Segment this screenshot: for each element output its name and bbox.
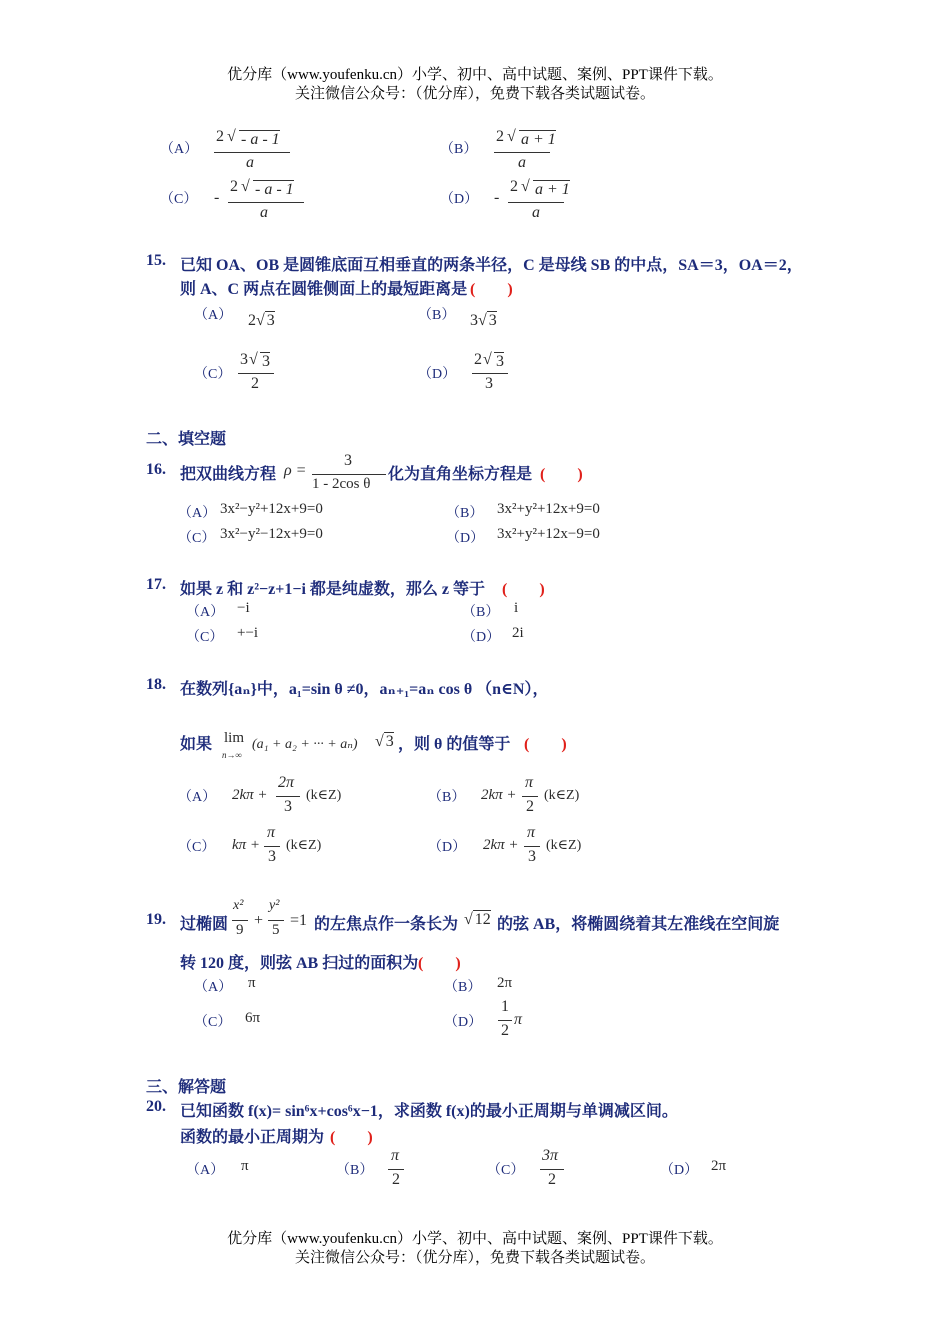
q18-line-1: 在数列{aₙ}中，a₁=sin θ ≠0，aₙ₊₁=aₙ cos θ （n∈N）， (180, 681, 549, 698)
q18-sqrt: √ 3 (375, 733, 394, 750)
q18-c-cond: (k∈Z) (286, 838, 322, 853)
q19-option-d-pi: π (514, 1011, 523, 1028)
q16-fraction: 3 1 - 2cos θ (312, 452, 388, 496)
q15-label-c: （C） (194, 367, 232, 382)
q16-label-c: （C） (178, 531, 216, 546)
footer-line-1: 优分库（www.youfenku.cn）小学、初中、高中试题、案例、PPT课件下载。 (227, 1231, 723, 1247)
q14-c-sign: - (214, 189, 220, 206)
q20-option-a: π (241, 1158, 249, 1174)
q20-label-c: （C） (487, 1163, 525, 1178)
q20-line-2: 函数的最小正周期为 (180, 1129, 325, 1146)
q16-pre: 把双曲线方程 (180, 466, 277, 483)
q19-label-b: （B） (444, 980, 482, 995)
q18-c-fraction: π 3 (264, 824, 282, 870)
q15-answer-paren: ( ) (470, 281, 513, 298)
q15-option-a: 2√ 3 (248, 312, 275, 329)
q18-b-fraction: π 2 (522, 774, 540, 820)
q20-label-d: （D） (660, 1163, 699, 1178)
q15-option-d: 2 √ 3 3 (472, 351, 512, 397)
q17-label-b: （B） (462, 605, 500, 620)
q17-option-c: +−i (237, 625, 259, 641)
q16-rho: ρ = (284, 462, 307, 479)
q17-option-a: −i (237, 600, 250, 616)
q18-label-a: （A） (178, 790, 217, 805)
q19-option-d-fraction: 1 2 (498, 998, 514, 1044)
q14-label-d: （D） (440, 192, 479, 207)
q19-line-2: 转 120 度，则弦 AB 扫过的面积为 (180, 955, 419, 972)
q14-option-a: 2 √ - a - 1 a (214, 128, 294, 172)
q16-post: 化为直角坐标方程是 (388, 466, 533, 483)
q19-answer-paren: ( ) (418, 955, 461, 972)
q17-answer-paren: ( ) (502, 581, 545, 598)
q15-label-d: （D） (418, 367, 457, 382)
q18-d-cond: (k∈Z) (546, 838, 582, 853)
q19-plus: + (254, 912, 264, 929)
q17-option-b: i (514, 600, 519, 616)
header-line-2: 关注微信公众号：（优分库），免费下载各类试题试卷。 (294, 86, 655, 102)
q20-label-b: （B） (336, 1163, 374, 1178)
q19-option-c: 6π (245, 1010, 261, 1026)
q14-d-sign: - (494, 189, 500, 206)
q19-option-a: π (248, 975, 256, 991)
q19-sqrt: √ 12 (464, 911, 491, 928)
q19-equals: =1 (290, 912, 308, 929)
q17-label-c: （C） (186, 630, 224, 645)
q14-option-d: 2 √ a + 1 a (510, 178, 570, 221)
q20-option-c-fraction: 3π 2 (540, 1147, 566, 1193)
q15-line-2: 则 A、C 两点在圆锥侧面上的最短距离是 (180, 281, 468, 298)
q19-label-a: （A） (194, 980, 233, 995)
q18-line-2-post: ，则 θ 的值等于 (398, 736, 511, 753)
q14-option-c: 2 √ - a - 1 a (228, 178, 308, 222)
q19-label-d: （D） (444, 1015, 483, 1030)
q20-option-b-fraction: π 2 (388, 1147, 406, 1193)
q19-mid: 的左焦点作一条长为 (314, 916, 459, 933)
q15-line-1: 已知 OA、OB 是圆锥底面互相垂直的两条半径，C 是母线 SB 的中点，SA＝3，OA＝2， (180, 257, 803, 274)
q15-label-b: （B） (418, 308, 456, 323)
q16-option-a: 3x²−y²+12x+9=0 (220, 501, 323, 517)
q16-label-d: （D） (446, 531, 485, 546)
q19-frac-y: y² 5 (268, 898, 286, 944)
q18-label-d: （D） (428, 840, 467, 855)
q16-option-b: 3x²+y²+12x+9=0 (497, 501, 600, 517)
q14-option-b: 2 √ a + 1 a (496, 128, 556, 171)
q17-number: 17. (146, 576, 166, 593)
q14-label-b: （B） (440, 142, 478, 157)
q16-number: 16. (146, 461, 166, 478)
q18-a-cond: (k∈Z) (306, 788, 342, 803)
q17-option-d: 2i (512, 625, 524, 641)
q15-number: 15. (146, 252, 166, 269)
q14-label-a: （A） (160, 142, 199, 157)
q14-label-c: （C） (160, 192, 198, 207)
q16-answer-paren: ( ) (540, 466, 583, 483)
footer-line-2: 关注微信公众号：（优分库），免费下载各类试题试卷。 (294, 1250, 655, 1266)
q20-line-1: 已知函数 f(x)= sin⁶x+cos⁶x−1，求函数 f(x)的最小正周期与单调减区间。 (180, 1103, 678, 1120)
q15-option-b: 3√ 3 (470, 312, 497, 329)
q18-line-2-pre: 如果 (180, 736, 213, 753)
q16-label-a: （A） (178, 506, 217, 521)
q18-label-c: （C） (178, 840, 216, 855)
q17-label-a: （A） (186, 605, 225, 620)
q18-b-pre: 2kπ + (481, 787, 517, 803)
q18-limit: lim n→∞ (222, 730, 245, 760)
q19-pre: 过椭圆 (180, 916, 229, 933)
q18-series: (a₁ + a₂ + ··· + aₙ) (252, 737, 358, 752)
q18-d-fraction: π 3 (524, 824, 542, 870)
section-fill-in-title: 二、填空题 (146, 431, 227, 448)
q18-number: 18. (146, 676, 166, 693)
q19-label-c: （C） (194, 1015, 232, 1030)
q18-c-pre: kπ + (232, 837, 261, 853)
q17-label-d: （D） (462, 630, 501, 645)
q16-option-c: 3x²−y²−12x+9=0 (220, 526, 323, 542)
section-answer-title: 三、解答题 (146, 1079, 227, 1096)
q17-text: 如果 z 和 z²−z+1−i 都是纯虚数，那么 z 等于 (180, 581, 486, 598)
q18-d-pre: 2kπ + (483, 837, 519, 853)
q19-number: 19. (146, 911, 166, 928)
q18-answer-paren: ( ) (524, 736, 567, 753)
q20-number: 20. (146, 1098, 166, 1115)
q16-label-b: （B） (446, 506, 484, 521)
q20-label-a: （A） (186, 1163, 225, 1178)
q18-a-fraction: 2π 3 (276, 774, 302, 820)
q15-label-a: （A） (194, 308, 233, 323)
q19-post: 的弦 AB，将椭圆绕着其左准线在空间旋 (497, 916, 780, 933)
q19-option-b: 2π (497, 975, 513, 991)
header-line-1: 优分库（www.youfenku.cn）小学、初中、高中试题、案例、PPT课件下载。 (227, 67, 723, 83)
q19-frac-x: x² 9 (232, 898, 250, 944)
q18-b-cond: (k∈Z) (544, 788, 580, 803)
q18-label-b: （B） (428, 790, 466, 805)
q20-answer-paren: ( ) (330, 1129, 373, 1146)
q18-a-pre: 2kπ + (232, 787, 268, 803)
q16-option-d: 3x²+y²+12x−9=0 (497, 526, 600, 542)
q20-option-d: 2π (711, 1158, 727, 1174)
q15-option-c: 3 √ 3 2 (238, 351, 278, 397)
